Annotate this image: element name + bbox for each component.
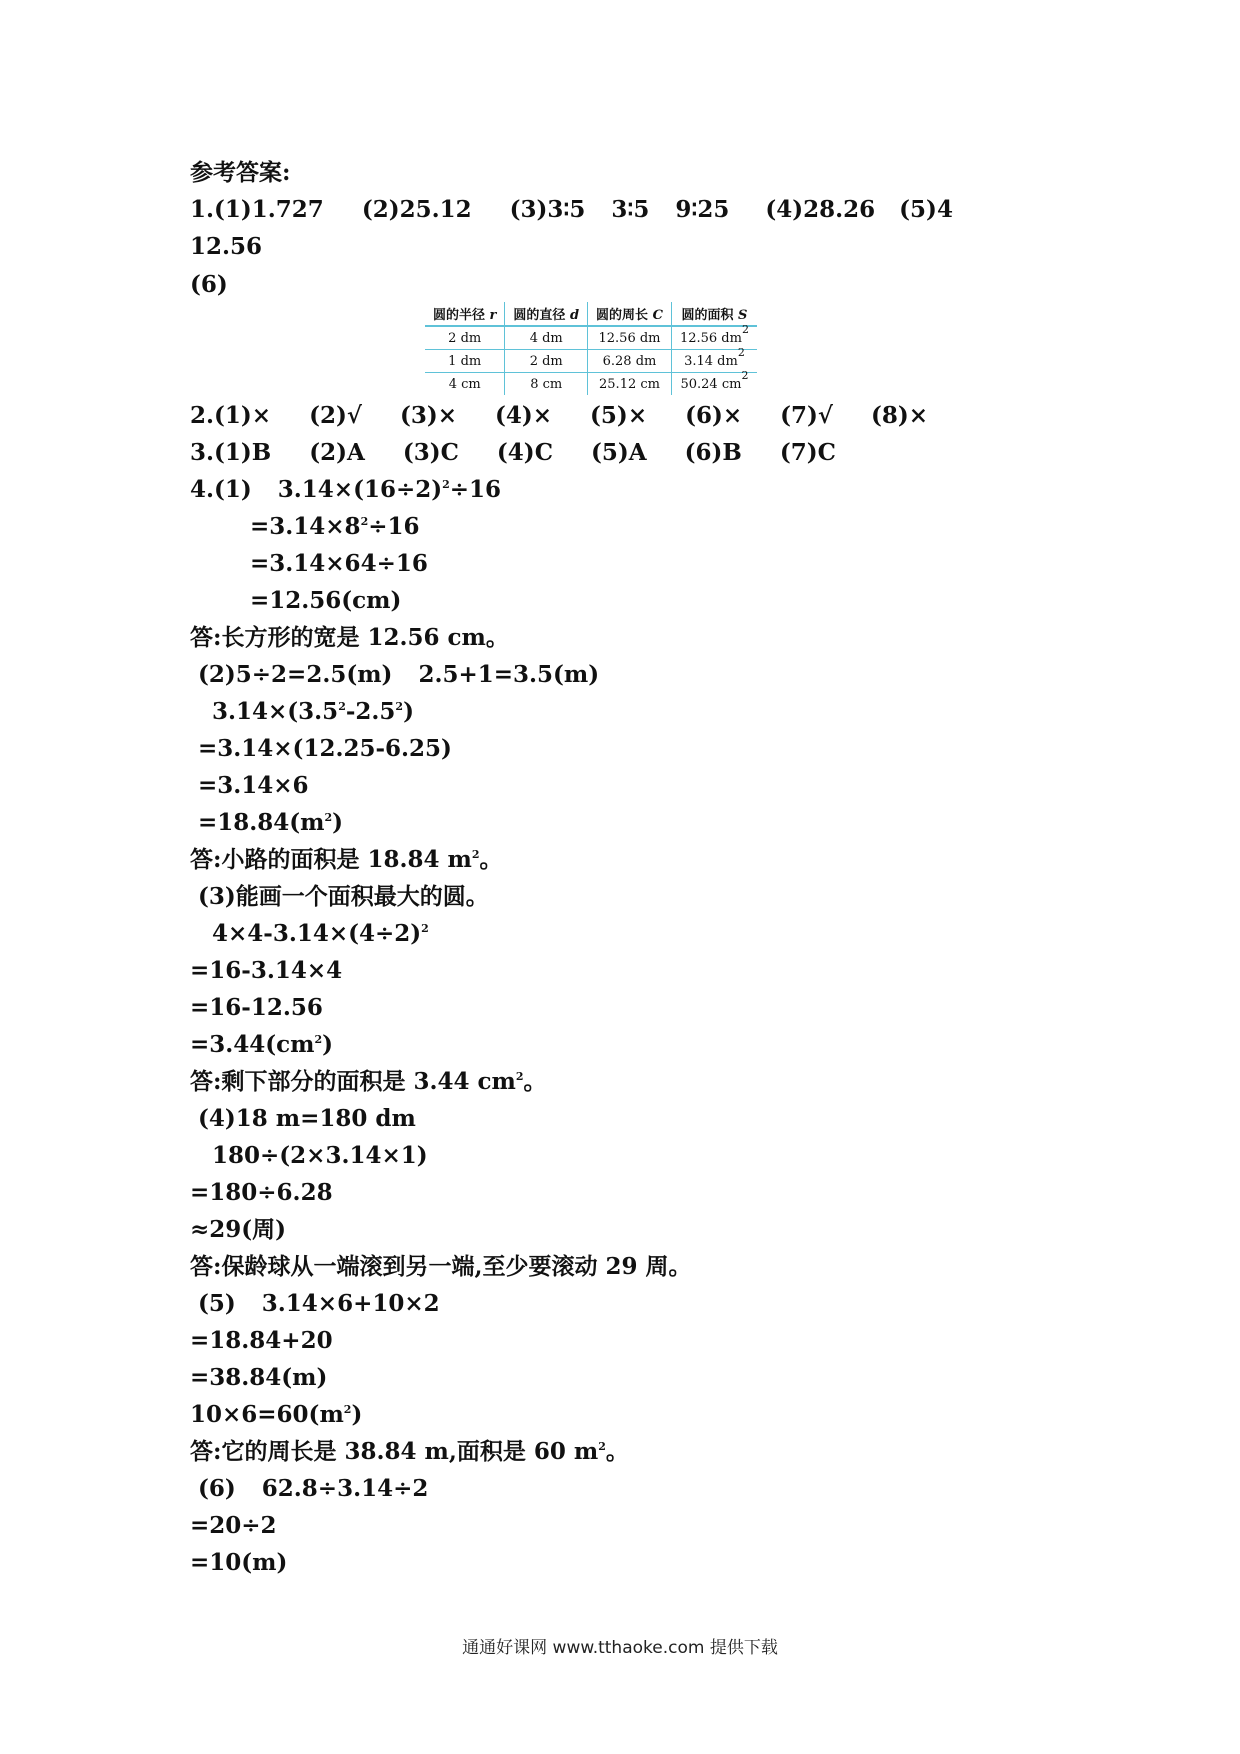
table-header-cell: 圆的半径 r <box>425 302 505 326</box>
q2-item: (7)√ <box>780 402 834 429</box>
q1-line-3: (6) <box>190 271 228 298</box>
q2-line <box>190 401 928 431</box>
q2-item: (2)√ <box>309 402 362 429</box>
q4-2-line-4: =3.14×6 <box>198 772 309 799</box>
table-cell: 2 dm <box>505 350 588 373</box>
table-cell: 25.12 cm <box>588 373 672 396</box>
q4-2-line-1: (2)5÷2=2.5(m) 2.5+1=3.5(m) <box>198 661 600 688</box>
table-header-cell: 圆的周长 C <box>588 302 672 326</box>
q4-2-answer: 答:小路的面积是 18.84 $m^2$。 <box>190 846 503 873</box>
q4-4-line-2: 180÷(2×3.14×1) <box>212 1142 428 1169</box>
q2-item: (4)× <box>495 402 553 429</box>
q4-3-line-2: $4\times 4-3.14\times(4\div 2)^2$ <box>212 920 429 947</box>
q2-item: (3)× <box>399 402 457 429</box>
table-header-cell: 圆的面积 S <box>671 302 757 326</box>
table-cell: 4 cm <box>425 373 505 396</box>
table-header-cell: 圆的直径 d <box>505 302 588 326</box>
q3-item: (7)C <box>779 439 836 466</box>
q4-5-line-1: (5) 3.14×6+10×2 <box>198 1290 440 1317</box>
q3-line <box>190 438 836 468</box>
q4-1-line-4: =12.56(cm) <box>250 587 402 614</box>
q1-item-1: 1.(1)1.727 <box>190 196 324 223</box>
q2-item: (8)× <box>871 402 929 429</box>
q3-item: (2)A <box>309 439 365 466</box>
table-cell: 8 cm <box>505 373 588 396</box>
q4-3-answer: 答:剩下部分的面积是 3.44 $cm^2$。 <box>190 1068 547 1095</box>
table-cell: 12.56 $dm^2$ <box>671 326 757 350</box>
q4-1-line-2: $=3.14\times 8^2\div 16$ <box>250 513 420 540</box>
table-cell: 3.14 $dm^2$ <box>671 350 757 373</box>
q4-4-line-1: (4)18 m=180 dm <box>198 1105 416 1132</box>
q1-item-3: (3)3∶5 <box>509 196 586 223</box>
q4-6-line-2: =20÷2 <box>190 1512 277 1539</box>
q4-1-answer: 答:长方形的宽是 12.56 cm。 <box>190 624 509 651</box>
q4-6-line-3: =10(m) <box>190 1549 288 1576</box>
table-header-row <box>425 302 757 326</box>
q4-6-line-1: (6) 62.8÷3.14÷2 <box>198 1475 429 1502</box>
table-row <box>425 326 757 350</box>
q4-5-line-2: =18.84+20 <box>190 1327 333 1354</box>
q3-item: (4)C <box>496 439 553 466</box>
q4-5-line-3: =38.84(m) <box>190 1364 328 1391</box>
q3-item: (6)B <box>684 439 742 466</box>
q4-4-line-3: =180÷6.28 <box>190 1179 333 1206</box>
circle-table <box>425 302 757 395</box>
q4-1-line-3: =3.14×64÷16 <box>250 550 428 577</box>
table-cell: 50.24 $cm^2$ <box>680 369 749 392</box>
q2-item: (5)× <box>590 402 648 429</box>
section-title: 参考答案: <box>190 159 291 186</box>
q1-item-7: (5)4 <box>899 196 953 223</box>
q2-item: (6)× <box>685 402 743 429</box>
table-row <box>425 350 757 373</box>
q1-item-6: (4)28.26 <box>765 196 876 223</box>
table-cell: 6.28 dm <box>588 350 672 373</box>
q4-5-answer: 答:它的周长是 38.84 m,面积是 60 $m^2$。 <box>190 1438 629 1465</box>
q4-4-answer: 答:保龄球从一端滚到另一端,至少要滚动 29 周。 <box>190 1253 692 1280</box>
table-row <box>425 373 757 396</box>
page-footer: 通通好课网 www.tthaoke.com 提供下载 <box>462 1638 778 1658</box>
q4-2-line-5: $=18.84(m^2)$ <box>198 809 344 836</box>
q4-3-line-3: =16-3.14×4 <box>190 957 343 984</box>
table-cell: 12.56 dm <box>588 326 672 350</box>
q3-item: (3)C <box>402 439 459 466</box>
q1-line-1 <box>190 195 953 225</box>
q3-item: 3.(1)B <box>190 439 272 466</box>
q4-3-line-1: (3)能画一个面积最大的圆。 <box>198 883 489 910</box>
q4-5-line-4: $10\times 6=60(m^2)$ <box>190 1401 363 1428</box>
q3-item: (5)A <box>591 439 647 466</box>
q1-item-5: 9∶25 <box>675 196 730 223</box>
q4-2-line-3: =3.14×(12.25-6.25) <box>198 735 452 762</box>
q4-3-line-4: =16-12.56 <box>190 994 323 1021</box>
q4-4-line-4: ≈29(周) <box>190 1216 287 1243</box>
table-cell: 2 dm <box>425 326 505 350</box>
q1-line-2: 12.56 <box>190 233 263 260</box>
q2-item: 2.(1)× <box>190 402 272 429</box>
q4-3-line-5: $=3.44(cm^2)$ <box>190 1031 334 1058</box>
table-cell: 1 dm <box>425 350 505 373</box>
q4-2-line-2: $3.14\times(3.5^2-2.5^2)$ <box>212 698 414 725</box>
q4-1-line-1: 4.(1) $3.14\times(16\div 2)^2\div 16$ <box>190 476 502 503</box>
table-cell: 4 dm <box>505 326 588 350</box>
q1-item-2: (2)25.12 <box>361 196 472 223</box>
q1-item-4: 3∶5 <box>611 196 650 223</box>
